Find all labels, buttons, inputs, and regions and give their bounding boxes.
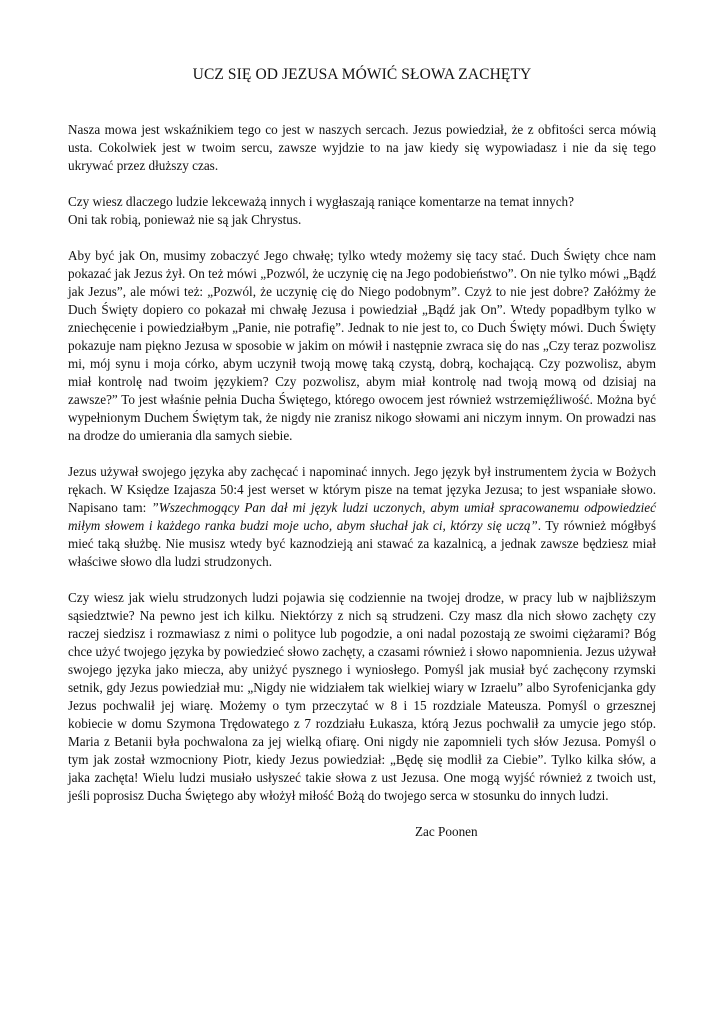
paragraph-why-people-hurt [68,193,656,229]
paragraph-question: Czy wiesz dlaczego ludzie lekceważą innych i wygłaszają raniące komentarze na temat innych? [68,194,575,209]
document-page [68,66,656,841]
paragraph-text-after-quote: . Ty również mógłbyś mieć taką służbę. Nie musisz wtedy być kaznodzieją ani stawać za kazalnicą, a jednak zawsze będziesz miał właściwe słowo dla ludzi strudzonych. [68,518,656,569]
paragraph-speech-reflects-heart: Nasza mowa jest wskaźnikiem tego co jest w naszych sercach. Jezus powiedział, że z obfitości serca mówią usta. Cokolwiek jest w twoim sercu, zawsze wyjdzie to na jaw kiedy się wypowiadasz i nie da się tego ukrywać przez dłuższy czas. [68,122,656,173]
paragraph-tongue-of-jesus [68,463,656,571]
isaiah-quote: ”Wszechmogący Pan dał mi język ludzi uczonych, abym umiał spracowanemu odpowiedzieć miłym słowem i każdego ranka budzi moje ucho, abym słuchał jak ci, którzy się uczą” [68,500,656,533]
paragraph-be-like-him: Aby być jak On, musimy zobaczyć Jego chwałę; tylko wtedy możemy się tacy stać. Duch Święty chce nam pokazać jak Jezus żył. On też mówi „Pozwól, że uczynię cię na Jego podobieństwo”. On nie tylko mówi „Bądź jak Jezus”, ale mówi też: „Pozwól, że uczynię cię do Niego podobnym”. Czyż to nie jest dobre? Załóżmy że Duch Święty dopiero co pokazał mi chwałę Jezusa i powiedział „Bądź jak On”. Wtedy popadłbym tylko w zniechęcenie i powiedziałbym „Panie, nie potrafię”. Jednak to nie jest to, co Duch Święty mówi. Duch Święty pokazuje nam piękno Jezusa w sposobie w jakim on mówił i następnie zwraca się do nas „Czy teraz pozwolisz mi, mój synu i moja córko, abym uczynił twoją mowę taką czystą, dobrą, kochającą. Czy pozwolisz, abym miał kontrolę nad twoim językiem? Czy pozwolisz, abym miał kontrolę nad twoją mową od dzisiaj na zawsze?” To jest właśnie pełnia Ducha Świętego, którego owocem jest również wstrzemięźliwość. Można być wypełnionym Duchem Świętym tak, że nigdy nie zranisz nikogo słowami ani niczym innym. On prowadzi nas na drodze do umierania dla samych siebie. [68,248,656,443]
paragraph-text-before-quote: Jezus używał swojego języka aby zachęcać i napominać innych. Jego język był instrumentem życia w Bożych rękach. W Księdze Izajasza 50:4 jest werset w którym pisze na temat języka Jezusa; to jest wspaniałe słowo. Napisano tam: [68,464,656,515]
page-title: UCZ SIĘ OD JEZUSA MÓWIĆ SŁOWA ZACHĘTY [192,66,532,83]
paragraph-answer: Oni tak robią, ponieważ nie są jak Chrystus. [68,212,302,227]
author-signature: Zac Poonen [415,824,478,839]
paragraph-weary-people: Czy wiesz jak wielu strudzonych ludzi pojawia się codziennie na twojej drodze, w pracy lub w najbliższym sąsiedztwie? Na pewno jest ich kilku. Niektórzy z nich są strudzeni. Czy masz dla nich słowo zachęty czy raczej siedzisz i rozmawiasz z nimi o polityce lub pogodzie, a oni nadal pozostają ze swoimi ciężarami? Bóg chce użyć twojego języka by powiedzieć słowo zachęty, a czasami również i słowo napomnienia. Jezus używał swojego języka jako miecza, aby uniżyć pysznego i wyniosłego. Pomyśl jak musiał być zachęcony rzymski setnik, gdy Jezus powiedział mu: „Nigdy nie widziałem tak wielkiej wiary w Izraelu” albo Syrofenicjanka gdy Jezus pochwalił jej wiarę. Możemy o tym przeczytać w 8 i 15 rozdziale Mateusza. Pomyśl o grzesznej kobiecie w domu Szymona Trędowatego z 7 rozdziału Łukasza, którą Jezus pochwalił za umycie jego stóp. Maria z Betanii była pochwalona za jej wielką ofiarę. Oni nigdy nie zapomnieli tych słów Jezusa. Pomyśl o tym jak został wzmocniony Piotr, kiedy Jezus powiedział: „Będę się modlił za Ciebie”. Tylko kilka słów, a jaka zachęta! Wielu ludzi musiało usłyszeć takie słowa z ust Jezusa. One mogą wyjść również z twoich ust, jeśli poprosisz Ducha Świętego aby włożył miłość Bożą do twojego serca w stosunku do innych ludzi. [68,590,656,803]
